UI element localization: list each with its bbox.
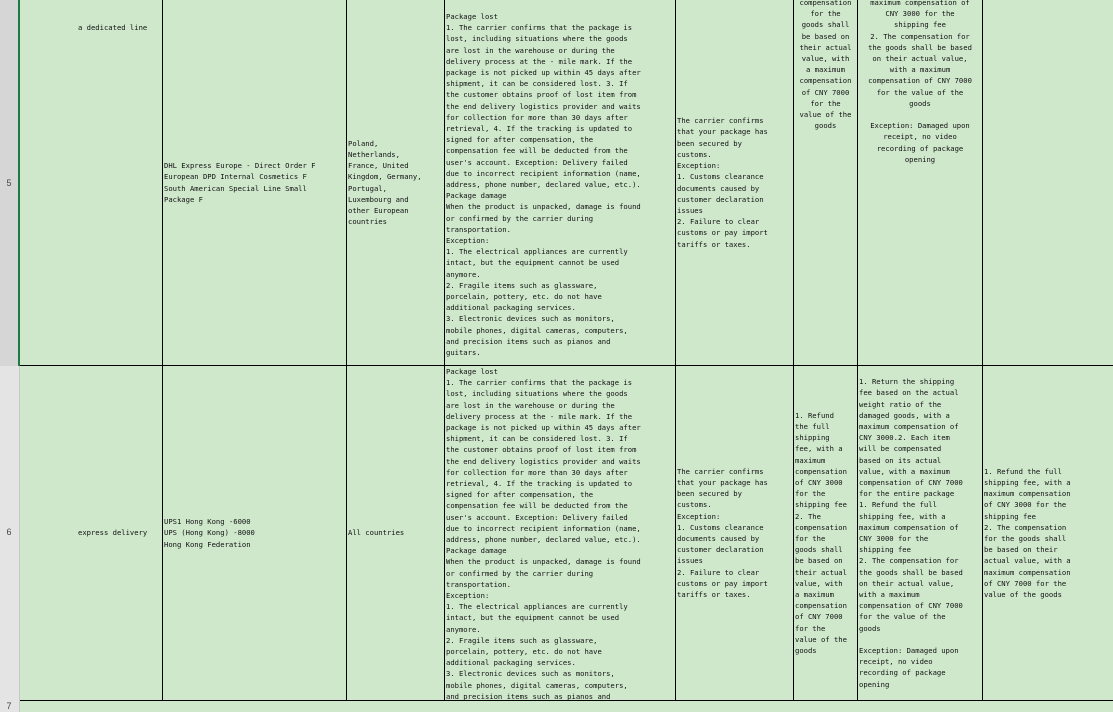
- cell-c5[interactable]: [163, 0, 347, 366]
- cell-text: a dedicated line: [78, 23, 148, 33]
- cell-f6[interactable]: [676, 366, 794, 701]
- cell-e5[interactable]: [445, 0, 676, 366]
- cell-a6[interactable]: [20, 366, 71, 701]
- cell-text: Package lost 1. The carrier confirms that the package is lost, including situations where the goods are lost in the warehouse or during the delivery process at the - mile mark. If the package is not picked up within 45 days after shipment, it can be considered lost. 3. If the customer obtains proof of lost item from the end delivery logistics provider and waits for collection for more than 30 days after retrieval, 4. If the tracking is updated to signed for after compensation, the compensation fee will be deducted from the user's account. Exception: Delivery failed due to incorrect recipient information (name, address, phone number, declared value, etc.). Package damage When the product is unpacked, damage is found or confirmed by the carrier during transportation. Exception: 1. The electrical appliances are currently intact, but the equipment cannot be used anymore. 2. Fragile items such as glassware, porcelain, pottery, etc. do not have additional packaging services. 3. Electronic devices such as monitors, mobile phones, digital cameras, computers, and precision items such as pianos and: [446, 367, 641, 701]
- cell-e6[interactable]: [445, 366, 676, 701]
- cell-h6[interactable]: [858, 366, 983, 701]
- cell-text: All countries: [348, 528, 405, 538]
- cell-h5[interactable]: [858, 0, 983, 366]
- cell-b5[interactable]: [71, 0, 163, 366]
- cell-text: 1. Refund the full shipping fee, with a maximum compensation of CNY 3000 for the shipping fee 2. The compensation for the goods shall be based on their actual value, with a maximum compensation of CNY 7000 for the value of the goods: [984, 466, 1071, 600]
- cell-a5[interactable]: [20, 0, 71, 366]
- cell-b6[interactable]: [71, 366, 163, 701]
- cell-d5[interactable]: [347, 0, 445, 366]
- cell-text: Poland, Netherlands, France, United Kingdom, Germany, Portugal, Luxembourg and other European countries: [348, 138, 422, 227]
- cell-text: UPS1 Hong Kong -6000 UPS (Hong Kong) -8000 Hong Kong Federation: [164, 517, 255, 549]
- cell-g6[interactable]: [794, 366, 858, 701]
- cell-f5[interactable]: [676, 0, 794, 366]
- cell-text: compensation for the goods shall be based on their actual value, with a maximum compensation of CNY 7000 for the value of the goods: [799, 0, 852, 131]
- cell-text: The carrier confirms that your package has been secured by customs. Exception: 1. Customs clearance documents caused by customer declaration issues 2. Failure to clear customs or pay import tariffs or taxes.: [677, 116, 768, 249]
- row-number: 6: [6, 527, 12, 537]
- cell-text: The carrier confirms that your package has been secured by customs. Exception: 1. Customs clearance documents caused by customer declaration issues 2. Failure to clear customs or pay import tariffs or taxes.: [677, 466, 768, 600]
- cell-text: maximum compensation of CNY 3000 for the shipping fee 2. The compensation for the goods shall be based on their actual value, with a maximum compensation of CNY 7000 for the value of the goods Exception: Damaged upon receipt, no video recording of package opening: [868, 0, 972, 164]
- row-number: 7: [6, 701, 12, 711]
- row-header-7[interactable]: [0, 701, 20, 712]
- cell-text: 1. Refund the full shipping fee, with a maximum compensation of CNY 3000 for the shipping fee 2. The compensation for the goods shall be based on their actual value, with a maximum compensation of CNY 7000 for the value of the goods: [795, 410, 847, 656]
- spreadsheet-grid: [20, 0, 1113, 712]
- row-7-cells[interactable]: [20, 701, 1113, 712]
- cell-d6[interactable]: [347, 366, 445, 701]
- cell-text: Package lost 1. The carrier confirms that the package is lost, including situations where the goods are lost in the warehouse or during the delivery process at the - mile mark. If the package is not picked up within 45 days after shipment, it can be considered lost. 3. If the customer obtains proof of lost item from the end delivery logistics provider and waits for collection for more than 30 days after retrieval, 4. If the tracking is updated to signed for after compensation, the compensation fee will be deducted from the user's account. Exception: Delivery failed due to incorrect recipient information (name, address, phone number, declared value, etc.). Package damage When the product is unpacked, damage is found or confirmed by the carrier during transportation. Exception: 1. The electrical appliances are currently intact, but the equipment cannot be used anymore. 2. Fragile items such as glassware, porcelain, pottery, etc. do not have additional packaging services. 3. Electronic devices such as monitors, mobile phones, digital cameras, computers, and precision items such as pianos and guitars.: [446, 12, 641, 358]
- cell-text: 1. Return the shipping fee based on the actual weight ratio of the damaged goods, with a maximum compensation of CNY 3000.2. Each item will be compensated based on its actual value, with a maximum compensation of CNY 7000 for the entire package 1. Refund the full shipping fee, with a maximum compensation of CNY 3000 for the shipping fee 2. The compensation for the goods shall be based on their actual value, with a maximum compensation of CNY 7000 for the value of the goods Exception: Damaged upon receipt, no video recording of package opening: [859, 377, 963, 689]
- row-number: 5: [6, 178, 12, 188]
- cell-g5[interactable]: [794, 0, 858, 366]
- row-header-6[interactable]: [0, 366, 20, 701]
- cell-text: DHL Express Europe - Direct Order F European DPD Internal Cosmetics F South American Special Line Small Package F: [164, 161, 316, 204]
- cell-text: express delivery: [78, 528, 148, 538]
- row-header-5[interactable]: [0, 0, 20, 366]
- cell-c6[interactable]: [163, 366, 347, 701]
- cell-i6[interactable]: [983, 366, 1113, 701]
- cell-i5[interactable]: [983, 0, 1113, 366]
